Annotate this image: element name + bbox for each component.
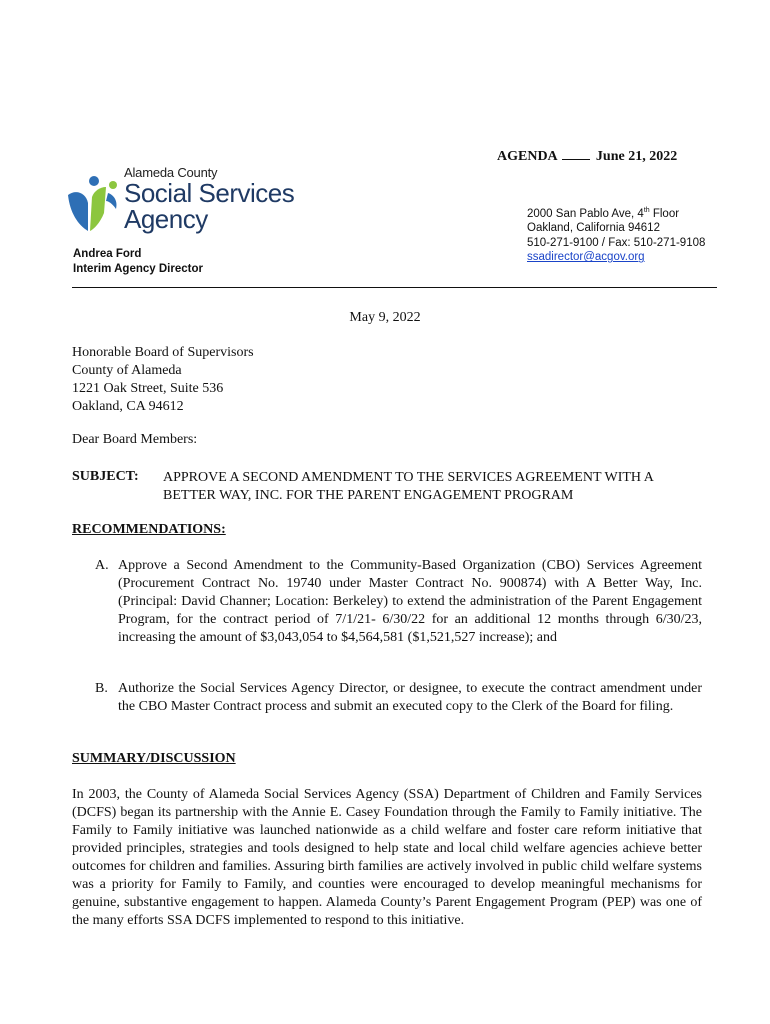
summary-heading: SUMMARY/DISCUSSION	[72, 751, 236, 766]
logo-social-services-text: Social Services	[124, 178, 295, 208]
director-block	[73, 247, 203, 276]
agenda-blank-line	[562, 147, 590, 160]
header-divider	[72, 287, 717, 288]
agenda-header	[497, 147, 677, 165]
letter-date: May 9, 2022	[349, 310, 421, 325]
agency-logo	[66, 165, 295, 240]
address-line-city: Oakland, California 94612	[527, 222, 660, 235]
recommendation-label: A.	[95, 558, 109, 573]
recipient-line: County of Alameda	[72, 363, 182, 378]
agenda-date: June 21, 2022	[595, 149, 678, 164]
recommendation-label: B.	[95, 681, 108, 696]
logo-county-text: Alameda County	[124, 165, 218, 180]
agenda-label: AGENDA	[497, 149, 557, 164]
subject-label: SUBJECT:	[72, 469, 139, 484]
recommendation-item	[95, 680, 702, 716]
recommendations-heading: RECOMMENDATIONS:	[72, 522, 226, 537]
recommendation-item	[95, 557, 702, 647]
family-logo-icon	[66, 173, 122, 233]
email-link[interactable]: ssadirector@acgov.org	[527, 251, 645, 264]
address-line-phone: 510-271-9100 / Fax: 510-271-9108	[527, 236, 706, 249]
recommendation-text: Authorize the Social Services Agency Director, or designee, to execute the contract amendment under the CBO Master Contract process and submit an executed copy to the Clerk of the Board for filing.	[118, 681, 702, 714]
recipient-address	[72, 344, 254, 416]
recommendation-text: Approve a Second Amendment to the Community-Based Organization (CBO) Services Agreement (Procurement Contract No. 19740 under Master Contract No. 900874) with A Better Way, Inc. (Principal: David Channer; Location: Berkeley) to extend the administration of the Parent Engagement Program, for the contract period of 7/1/21- 6/30/22 for an additional 12 months through 6/30/23, increasing the amount of $3,043,054 to $4,564,581 ($1,521,527 increase); and	[118, 558, 702, 645]
agency-address	[527, 204, 705, 265]
recipient-line: 1221 Oak Street, Suite 536	[72, 381, 224, 396]
logo-agency-text: Agency	[124, 204, 208, 234]
subject-text: APPROVE A SECOND AMENDMENT TO THE SERVICES AGREEMENT WITH A BETTER WAY, INC. FOR THE PARENT ENGAGEMENT PROGRAM	[163, 470, 654, 503]
recipient-line: Oakland, CA 94612	[72, 399, 184, 414]
recipient-line: Honorable Board of Supervisors	[72, 345, 254, 360]
summary-paragraph: In 2003, the County of Alameda Social Services Agency (SSA) Department of Children and Family Services (DCFS) began its partnership with the Annie E. Casey Foundation through the Family to Family initiative. The Family to Family initiative was launched nationwide as a child welfare and foster care reform initiative that provided principles, strategies and tools designed to help state and local child welfare agencies achieve better outcomes for children and families. Assuring birth families are actively involved in public child welfare systems was a priority for Family to Family, and counties were encouraged to develop meaningful mechanisms for genuine, substantive engagement to happen. Alameda County’s Parent Engagement Program (PEP) was one of the many efforts SSA DCFS implemented to respond to this initiative.	[72, 787, 702, 928]
address-line-street: 2000 San Pablo Ave, 4th Floor	[527, 207, 680, 220]
salutation: Dear Board Members:	[72, 432, 198, 447]
director-title: Interim Agency Director	[73, 262, 203, 275]
director-name: Andrea Ford	[73, 248, 142, 260]
